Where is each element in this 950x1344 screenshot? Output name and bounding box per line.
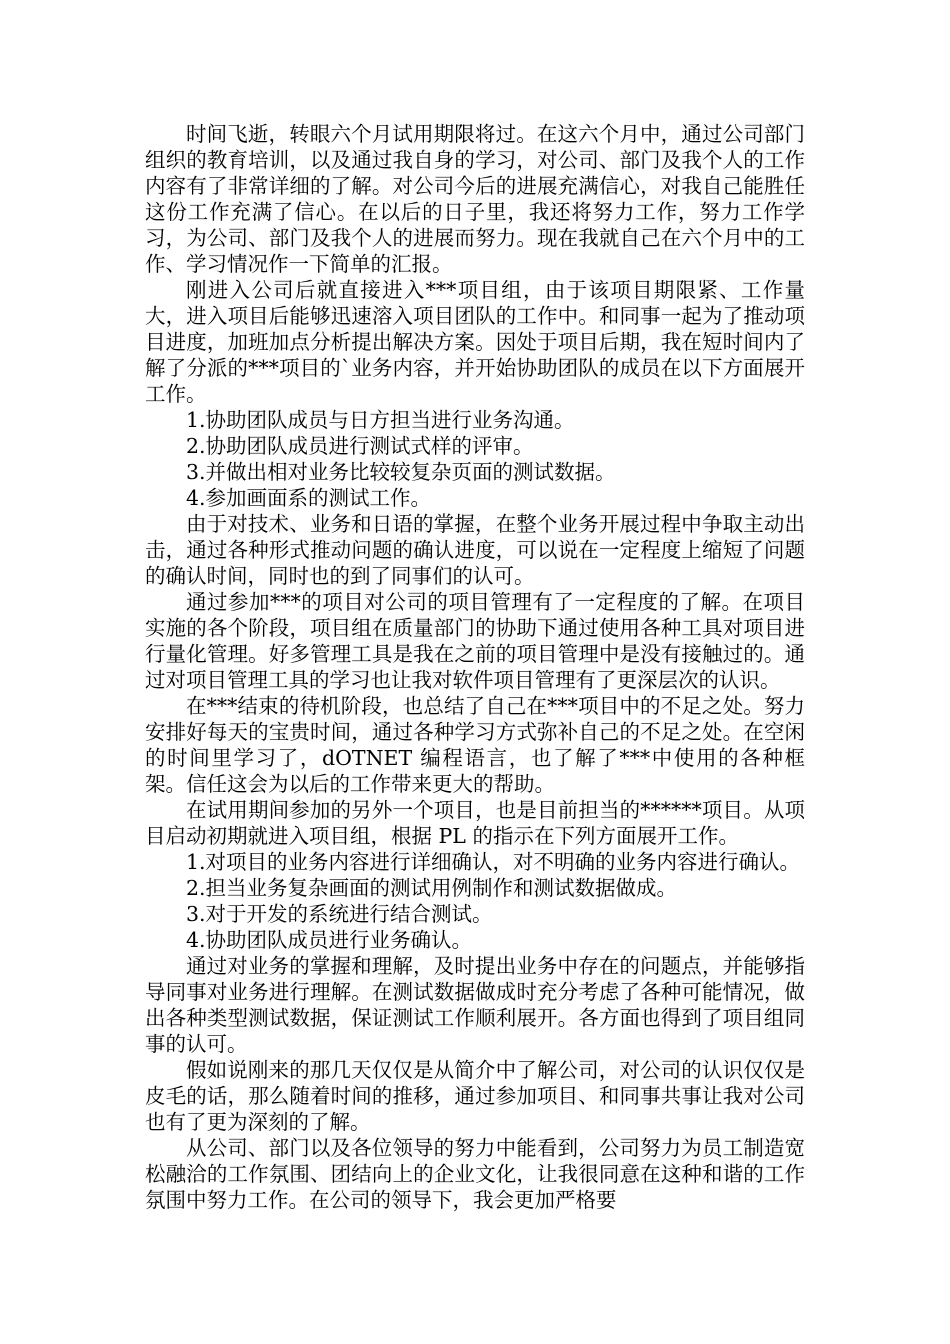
paragraph: 通过对业务的掌握和理解，及时提出业务中存在的问题点，并能够指导同事对业务进行理解。在测试数据做成时充分考虑了各种可能情况，做出各种类型测试数据，保证测试工作顺利展开。各方面也得到了项目组同事的认可。: [145, 954, 805, 1056]
paragraph: 假如说刚来的那几天仅仅是从简介中了解公司，对公司的认识仅仅是皮毛的话，那么随着时间的推移，通过参加项目、和同事共事让我对公司也有了更为深刻的了解。: [145, 1058, 805, 1134]
list-item: 4.参加画面系的测试工作。: [186, 486, 432, 510]
list-item: 3.对于开发的系统进行结合测试。: [186, 902, 493, 926]
list-item: 2.担当业务复杂画面的测试用例制作和测试数据做成。: [186, 876, 678, 900]
list-item: 1.对项目的业务内容进行详细确认，对不明确的业务内容进行确认。: [186, 850, 801, 874]
paragraph: 在试用期间参加的另外一个项目，也是目前担当的******项目。从项目启动初期就进入项目组，根据 PL 的指示在下列方面展开工作。: [145, 798, 805, 848]
paragraph: 从公司、部门以及各位领导的努力中能看到，公司努力为员工制造宽松融洽的工作氛围、团结向上的企业文化，让我很同意在这种和谐的工作氛围中努力工作。在公司的领导下，我会更加严格要: [145, 1136, 805, 1212]
paragraph: 时间飞逝，转眼六个月试用期限将过。在这六个月中，通过公司部门组织的教育培训，以及通过我自身的学习，对公司、部门及我个人的工作内容有了非常详细的了解。对公司今后的进展充满信心，对我自己能胜任这份工作充满了信心。在以后的日子里，我还将努力工作，努力工作学习，为公司、部门及我个人的进展而努力。现在我就自己在六个月中的工作、学习情况作一下简单的汇报。: [145, 122, 805, 276]
list-item: 4.协助团队成员进行业务确认。: [186, 928, 473, 952]
list-item: 3.并做出相对业务比较较复杂页面的测试数据。: [186, 460, 616, 484]
list-item: 2.协助团队成员进行测试式样的评审。: [186, 434, 534, 458]
paragraph: 通过参加***的项目对公司的项目管理有了一定程度的了解。在项目实施的各个阶段，项目组在质量部门的协助下通过使用各种工具对项目进行量化管理。好多管理工具是我在之前的项目管理中是没有接触过的。通过对项目管理工具的学习也让我对软件项目管理有了更深层次的认识。: [145, 590, 805, 692]
document-body: [145, 121, 805, 1213]
paragraph: 刚进入公司后就直接进入***项目组，由于该项目期限紧、工作量大，进入项目后能够迅速溶入项目团队的工作中。和同事一起为了推动项目进度，加班加点分析提出解决方案。因处于项目后期，我在短时间内了解了分派的***项目的`业务内容，并开始协助团队的成员在以下方面展开工作。: [145, 278, 805, 406]
list-item: 1.协助团队成员与日方担当进行业务沟通。: [186, 408, 575, 432]
paragraph: 在***结束的待机阶段，也总结了自己在***项目中的不足之处。努力安排好每天的宝贵时间，通过各种学习方式弥补自己的不足之处。在空闲的时间里学习了，dOTNET 编程语言，也了解了***中使用的各种框架。信任这会为以后的工作带来更大的帮助。: [145, 694, 805, 796]
paragraph: 由于对技术、业务和日语的掌握，在整个业务开展过程中争取主动出击，通过各种形式推动问题的确认进度，可以说在一定程度上缩短了问题的确认时间，同时也的到了同事们的认可。: [145, 512, 805, 588]
